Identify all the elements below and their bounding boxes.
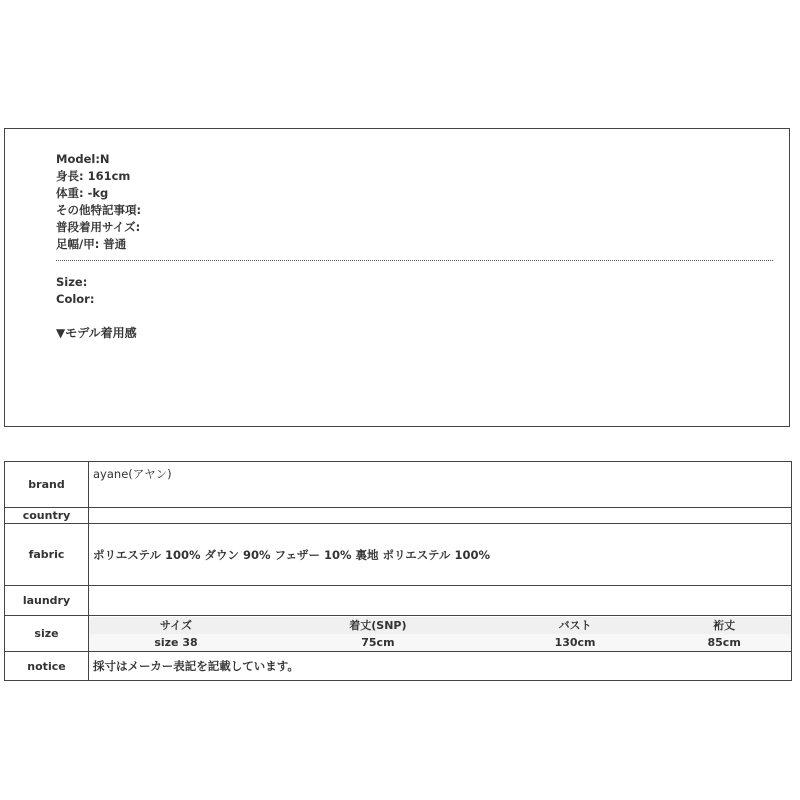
model-weight: 体重: -kg — [56, 186, 109, 200]
model-notes: その他特記事項: — [56, 203, 142, 217]
size-cell: size 38 — [89, 634, 263, 651]
spec-row-brand — [5, 462, 792, 508]
model-details — [56, 151, 141, 253]
size-header: 裄丈 — [657, 617, 791, 634]
worn-size-color — [56, 274, 94, 308]
size-header-row — [89, 617, 791, 634]
worn-size-label: Size: — [56, 275, 88, 289]
model-fit-heading: ▼モデル着用感 — [56, 326, 137, 340]
notice-value: 採寸はメーカー表記を記載しています。 — [89, 652, 792, 681]
worn-color-label: Color: — [56, 292, 95, 306]
model-usual-size: 普段着用サイズ: — [56, 220, 141, 234]
spec-row-country — [5, 508, 792, 524]
size-header: 着丈(SNP) — [263, 617, 493, 634]
country-key: country — [5, 508, 89, 524]
size-data-row — [89, 634, 791, 651]
spec-row-notice — [5, 652, 792, 681]
size-table-cell — [89, 616, 792, 652]
dotted-divider — [56, 260, 773, 261]
spec-table — [4, 461, 792, 681]
country-value — [89, 508, 792, 524]
brand-value: ayane(アヤン) — [89, 462, 792, 508]
spec-row-laundry — [5, 586, 792, 616]
size-key: size — [5, 616, 89, 652]
size-table — [89, 617, 791, 651]
laundry-key: laundry — [5, 586, 89, 616]
spec-row-fabric — [5, 524, 792, 586]
fabric-value: ポリエステル 100% ダウン 90% フェザー 10% 裏地 ポリエステル 100% — [89, 524, 792, 586]
size-header: バスト — [493, 617, 657, 634]
spec-row-size — [5, 616, 792, 652]
model-name: Model:N — [56, 152, 110, 166]
model-foot-width: 足幅/甲: 普通 — [56, 237, 127, 251]
fabric-key: fabric — [5, 524, 89, 586]
model-info-box — [4, 128, 790, 427]
size-cell: 75cm — [263, 634, 493, 651]
size-cell: 130cm — [493, 634, 657, 651]
model-height: 身長: 161cm — [56, 169, 131, 183]
notice-key: notice — [5, 652, 89, 681]
brand-key: brand — [5, 462, 89, 508]
size-header: サイズ — [89, 617, 263, 634]
laundry-value — [89, 586, 792, 616]
size-cell: 85cm — [657, 634, 791, 651]
